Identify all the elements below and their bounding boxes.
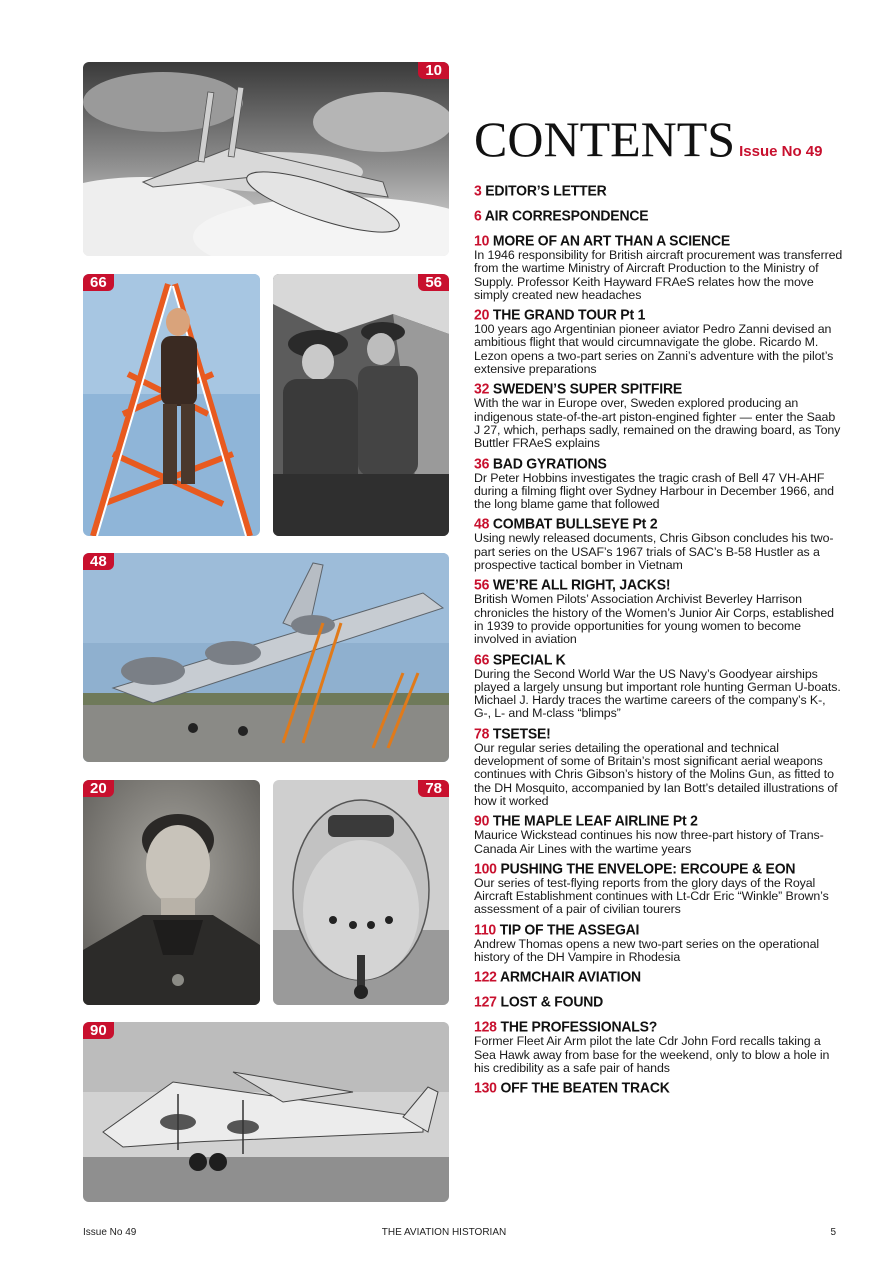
jet-aircraft-in-clouds-photo bbox=[83, 62, 449, 256]
entry-page-number: 48 bbox=[474, 514, 490, 532]
contents-entry[interactable] bbox=[474, 1018, 844, 1075]
entry-title: THE PROFESSIONALS? bbox=[500, 1017, 658, 1035]
entry-title: OFF THE BEATEN TRACK bbox=[500, 1078, 670, 1096]
page-badge: 90 bbox=[83, 1022, 114, 1039]
photo-aircraft-nose bbox=[273, 780, 449, 1005]
entry-page-number: 10 bbox=[474, 231, 490, 249]
page-badge: 20 bbox=[83, 780, 114, 797]
airliner-on-ground-photo bbox=[83, 1022, 449, 1202]
entry-page-number: 130 bbox=[474, 1078, 497, 1096]
footer-page-number: 5 bbox=[830, 1227, 836, 1238]
entry-description: 100 years ago Argentinian pioneer aviator Pedro Zanni devised an ambitious flight that would circumnavigate the globe. Ricardo M. Lezon opens a two-part series on Zanni’s adventure with the pilot’s extensive preparations bbox=[474, 322, 834, 377]
entry-page-number: 56 bbox=[474, 575, 490, 593]
entry-description: British Women Pilots’ Association Archivist Beverley Harrison chronicles the history of the Women’s Junior Air Corps, established in 1939 to provide opportunities for young women to become involved in aviation bbox=[474, 592, 834, 647]
contents-entry[interactable] bbox=[474, 812, 844, 856]
page-badge: 48 bbox=[83, 553, 114, 570]
photo-jet-aircraft bbox=[83, 62, 449, 256]
entry-page-number: 110 bbox=[474, 920, 496, 938]
contents-entry[interactable] bbox=[474, 725, 844, 808]
contents-heading: CONTENTS bbox=[474, 111, 736, 167]
page-title bbox=[474, 110, 822, 168]
footer-magazine-name: THE AVIATION HISTORIAN bbox=[381, 1227, 507, 1238]
pilot-portrait-photo bbox=[83, 780, 260, 1005]
photo-pilot-portrait bbox=[83, 780, 260, 1005]
entry-page-number: 6 bbox=[474, 206, 482, 224]
entry-title: LOST & FOUND bbox=[500, 992, 604, 1010]
entry-page-number: 36 bbox=[474, 454, 490, 472]
entry-title: TSETSE! bbox=[492, 724, 551, 742]
entry-title: ARMCHAIR AVIATION bbox=[499, 967, 641, 985]
entry-title: COMBAT BULLSEYE Pt 2 bbox=[492, 514, 658, 532]
aircraft-nose-photo bbox=[273, 780, 449, 1005]
bomber-with-stairs-photo bbox=[83, 553, 449, 762]
entry-title: AIR CORRESPONDENCE bbox=[484, 206, 649, 224]
photo-bomber-with-stairs bbox=[83, 553, 449, 762]
contents-entry[interactable] bbox=[474, 968, 844, 985]
entry-title: SWEDEN’S SUPER SPITFIRE bbox=[492, 379, 682, 397]
contents-entry[interactable] bbox=[474, 232, 844, 302]
entry-page-number: 3 bbox=[474, 181, 482, 199]
photo-women-in-cockpit bbox=[273, 274, 449, 536]
page-badge: 56 bbox=[418, 274, 449, 291]
entry-page-number: 20 bbox=[474, 305, 490, 323]
entry-title: WE’RE ALL RIGHT, JACKS! bbox=[492, 575, 671, 593]
entry-description: In 1946 responsibility for British aircraft procurement was transferred from the wartime Ministry of Aircraft Production to the Ministry of Supply. Professor Keith Hayward FRAeS relates how the move simply created new headaches bbox=[474, 248, 843, 302]
contents-entry[interactable] bbox=[474, 576, 844, 646]
entry-description: Andrew Thomas opens a new two-part series on the operational history of the DH Vampire in Rhodesia bbox=[474, 936, 820, 964]
contents-entry[interactable] bbox=[474, 651, 844, 721]
contents-entry[interactable] bbox=[474, 515, 844, 572]
page-badge: 10 bbox=[418, 62, 449, 79]
entry-page-number: 127 bbox=[474, 992, 497, 1010]
contents-list bbox=[474, 182, 844, 1104]
contents-entry[interactable] bbox=[474, 182, 844, 199]
page-badge: 78 bbox=[418, 780, 449, 797]
entry-title: PUSHING THE ENVELOPE: ERCOUPE & EON bbox=[500, 859, 796, 877]
contents-entry[interactable] bbox=[474, 455, 844, 512]
entry-page-number: 32 bbox=[474, 379, 490, 397]
entry-title: THE GRAND TOUR Pt 1 bbox=[492, 305, 646, 323]
entry-title: MORE OF AN ART THAN A SCIENCE bbox=[492, 231, 731, 249]
contents-entry[interactable] bbox=[474, 860, 844, 917]
entry-page-number: 66 bbox=[474, 650, 490, 667]
entry-description: During the Second World War the US Navy’s Goodyear airships played a largely unsung but important role hunting German U-boats. Michael J. Hardy traces the wartime careers of the company’s K-, G-, L- and M-class “blimps” bbox=[474, 666, 841, 721]
entry-description: Using newly released documents, Chris Gibson concludes his two-part series on the USAF’s 1967 trials of SAC’s B-58 Hustler as a prospective tactical bomber in Vietnam bbox=[474, 531, 834, 573]
entry-page-number: 122 bbox=[474, 967, 497, 985]
contents-entry[interactable] bbox=[474, 993, 844, 1010]
entry-description: Our regular series detailing the operational and technical development of some of Britain’s most significant aerial weapons continues with Chris Gibson’s history of the Molins Gun, as fitted to the DH Mosquito, accompanied by Ian Bott’s detailed illustrations of how it worked bbox=[474, 740, 838, 808]
entry-title: EDITOR’S LETTER bbox=[485, 181, 607, 199]
contents-entry[interactable] bbox=[474, 1079, 844, 1096]
women-in-cockpit-photo bbox=[273, 274, 449, 536]
photo-man-on-mast bbox=[83, 274, 260, 536]
entry-page-number: 90 bbox=[474, 811, 490, 829]
issue-label: Issue No 49 bbox=[739, 143, 823, 160]
entry-title: SPECIAL K bbox=[492, 650, 566, 667]
page-badge: 66 bbox=[83, 274, 114, 291]
entry-title: BAD GYRATIONS bbox=[492, 454, 607, 472]
entry-title: TIP OF THE ASSEGAI bbox=[499, 920, 640, 938]
contents-entry[interactable] bbox=[474, 306, 844, 376]
entry-description: Our series of test-flying reports from the glory days of the Royal Aircraft Establishment continues with Lt-Cdr Eric “Winkle” Brown’s assessment of a pair of civilian tourers bbox=[474, 875, 829, 917]
entry-page-number: 100 bbox=[474, 859, 497, 877]
entry-description: Dr Peter Hobbins investigates the tragic crash of Bell 47 VH-AHF during a filming flight over Sydney Harbour in December 1966, and the long blame game that followed bbox=[474, 470, 834, 512]
entry-page-number: 78 bbox=[474, 724, 490, 742]
contents-entry[interactable] bbox=[474, 380, 844, 450]
man-on-mast-photo bbox=[83, 274, 260, 536]
entry-title: THE MAPLE LEAF AIRLINE Pt 2 bbox=[492, 811, 698, 829]
footer-issue: Issue No 49 bbox=[83, 1227, 137, 1238]
contents-entry[interactable] bbox=[474, 207, 844, 224]
entry-description: Maurice Wickstead continues his now three-part history of Trans-Canada Air Lines with the wartime years bbox=[474, 828, 824, 856]
photo-airliner-on-ground bbox=[83, 1022, 449, 1202]
entry-description: With the war in Europe over, Sweden explored producing an indigenous state-of-the-art piston-engined fighter — enter the Saab J 27, which, perhaps sadly, remained on the drawing board, as Tony Buttler FRAeS explains bbox=[474, 396, 841, 451]
entry-description: Former Fleet Air Arm pilot the late Cdr John Ford recalls taking a Sea Hawk away from base for the weekend, only to blow a hole in his credibility as a safe pair of hands bbox=[474, 1034, 830, 1075]
entry-page-number: 128 bbox=[474, 1017, 497, 1035]
contents-entry[interactable] bbox=[474, 921, 844, 965]
